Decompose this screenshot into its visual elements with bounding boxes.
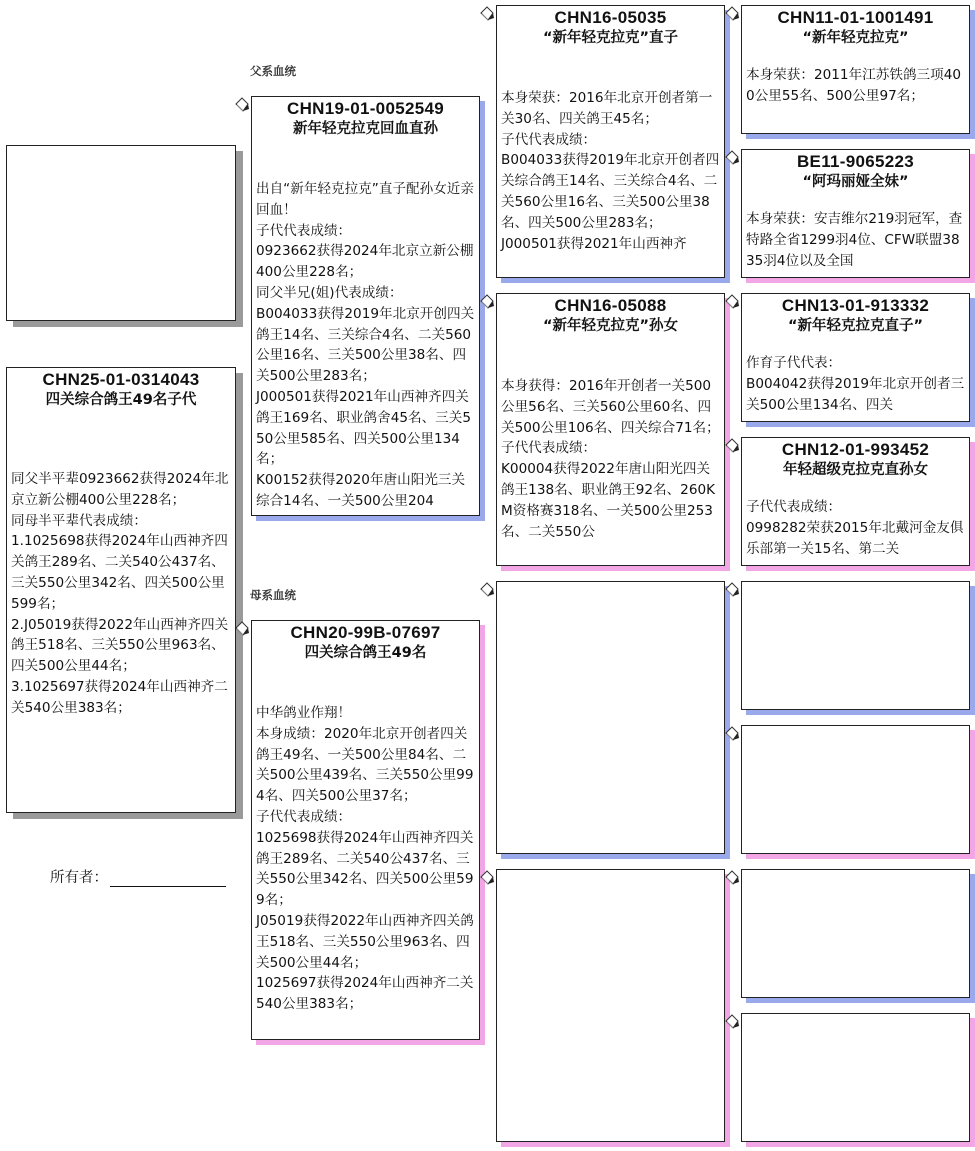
sire-dam-dam-card[interactable] [741, 437, 970, 566]
sire-sire-dam-ring-number: BE11-9065223 [796, 152, 915, 171]
owner-field[interactable] [50, 866, 226, 887]
sire-line-label: 父系血统 [250, 64, 296, 78]
sire-body: 出自“新年轻克拉克”直子配孙女近亲回血！ 子代代表成绩： 0923662获得2024年北京立新公棚400公里228名； 同父半兄(姐)代表成绩： B004033获得2019年北京开创四关鸽王14名、三关综合4名、二关560公里16名、三关500公里38名、四关500公里283名； J000501获得2021年山西神齐四关鸽王169名、职业鸽舍45名、三关550公里585名、四关500公里134名； K00152获得2020年唐山阳光三关综合14名、一关500公里204 [256, 181, 475, 509]
sire-sire-dam-title: “阿玛丽娅全妹” [802, 174, 909, 190]
sire-dam-sire-ring-number: CHN13-01-913332 [781, 296, 930, 315]
owner-input-line[interactable] [110, 869, 226, 887]
sire-card[interactable] [251, 96, 480, 516]
dam-ring-number: CHN20-99B-07697 [290, 623, 441, 642]
sire-dam-sire-title: “新年轻克拉克直子” [787, 318, 924, 334]
paint-bucket-icon[interactable] [724, 293, 740, 311]
paint-bucket-icon[interactable] [724, 581, 740, 599]
sire-sire-ring-number: CHN16-05035 [554, 8, 667, 27]
sire-sire-dam-card[interactable] [741, 149, 970, 278]
paint-bucket-icon[interactable] [479, 869, 495, 887]
sire-dam-dam-ring-number: CHN12-01-993452 [781, 440, 930, 459]
sire-sire-sire-card[interactable] [741, 5, 970, 134]
sire-sire-card[interactable] [496, 5, 725, 278]
subject-body: 同父半平辈0923662获得2024年北京立新公棚400公里228名； 同母半平辈代表成绩： 1.1025698获得2024年山西神齐四关鸽王289名、二关540公437名、三关550公里342名、四关500公里599名； 2.J05019获得2022年山西神齐四关鸽王518名、三关550公里963名、四关500公里44名； 3.1025697获得2024年山西神齐二关540公里383名； [11, 471, 229, 716]
sire-sire-sire-ring-number: CHN11-01-1001491 [777, 8, 934, 27]
paint-bucket-icon[interactable] [479, 581, 495, 599]
paint-bucket-icon[interactable] [234, 96, 250, 114]
subject-title: 四关综合鸽王49名子代 [45, 392, 197, 408]
subject-ring-number: CHN25-01-0314043 [42, 370, 200, 389]
sire-dam-ring-number: CHN16-05088 [554, 296, 667, 315]
paint-bucket-icon[interactable] [724, 869, 740, 887]
dam-sire-sire-card[interactable] [741, 581, 970, 710]
paint-bucket-icon[interactable] [724, 5, 740, 23]
paint-bucket-icon[interactable] [234, 620, 250, 638]
sire-dam-sire-body: 作育子代代表： B004042获得2019年北京开创者三关500公里134名、四关 [746, 355, 965, 413]
paint-bucket-icon[interactable] [724, 1013, 740, 1031]
photo-box[interactable] [6, 145, 236, 321]
sire-dam-dam-body: 子代代表成绩： 0998282荣获2015年北戴河金友俱乐部第一关15名、第二关 [746, 499, 964, 557]
sire-sire-title: “新年轻克拉克”直子 [542, 30, 679, 46]
owner-label: 所有者： [50, 870, 108, 886]
dam-card[interactable] [251, 620, 480, 1040]
dam-body: 中华鸽业作翔！ 本身成绩：2020年北京开创者四关鸽王49名、一关500公里84名、二关500公里439名、三关550公里994名、四关500公里37名； 子代代表成绩： 1025698获得2024年山西神齐四关鸽王289名、二关540公437名、三关550公里342名、四关500公里599名； J05019获得2022年山西神齐四关鸽王518名、三关550公里963名、四关500公里44名； 1025697获得2024年山西神齐二关540公里383名； [256, 705, 474, 1013]
sire-dam-body: 本身获得：2016年开创者一关500公里56名、三关560公里60名、四关500公里106名、四关综合71名； 子代代表成绩： K00004获得2022年唐山阳光四关鸽王138名、职业鸽王92名、260KM资格赛318名、一关500公里253名、二关550公 [501, 378, 720, 540]
sire-ring-number: CHN19-01-0052549 [287, 99, 444, 118]
sire-sire-dam-body: 本身荣获：安吉维尔219羽冠军，查特路全省1299羽4位、CFW联盟3835羽4位以及全国 [746, 211, 963, 269]
dam-sire-card[interactable] [496, 581, 725, 854]
sire-sire-sire-body: 本身荣获：2011年江苏铁鸽三项400公里55名、500公里97名； [746, 67, 962, 104]
sire-sire-body: 本身荣获：2016年北京开创者第一关30名、四关鸽王45名； 子代代表成绩： B004033获得2019年北京开创者四关综合鸽王14名、三关综合4名、二关560公里16名、三关500公里38名、四关500公里283名； J000501获得2021年山西神齐 [501, 90, 720, 252]
dam-line-label: 母系血统 [250, 588, 296, 602]
paint-bucket-icon[interactable] [724, 149, 740, 167]
paint-bucket-icon[interactable] [479, 5, 495, 23]
sire-title: 新年轻克拉克回血直孙 [293, 121, 438, 137]
sire-dam-card[interactable] [496, 293, 725, 566]
paint-bucket-icon[interactable] [724, 437, 740, 455]
dam-dam-sire-card[interactable] [741, 869, 970, 998]
dam-title: 四关综合鸽王49名 [304, 645, 427, 661]
sire-dam-dam-title: 年轻超级克拉克直孙女 [783, 462, 928, 478]
subject-card[interactable] [6, 367, 236, 813]
sire-dam-sire-card[interactable] [741, 293, 970, 422]
sire-sire-sire-title: “新年轻克拉克” [802, 30, 909, 46]
paint-bucket-icon[interactable] [724, 725, 740, 743]
sire-dam-title: “新年轻克拉克”孙女 [542, 318, 679, 334]
dam-sire-dam-card[interactable] [741, 725, 970, 854]
paint-bucket-icon[interactable] [479, 293, 495, 311]
dam-dam-card[interactable] [496, 869, 725, 1142]
dam-dam-dam-card[interactable] [741, 1013, 970, 1142]
